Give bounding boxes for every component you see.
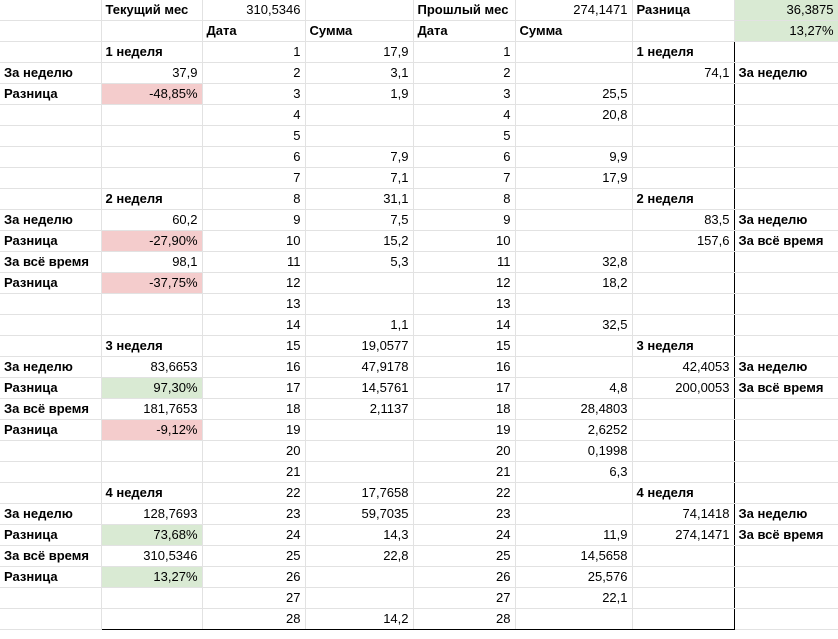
- sum-previous-cell[interactable]: [515, 210, 632, 231]
- date-current-cell[interactable]: 2: [202, 63, 305, 84]
- previous-value-cell[interactable]: [632, 315, 734, 336]
- table-row: [0, 567, 838, 588]
- sum-current-cell[interactable]: 1,1: [305, 315, 413, 336]
- row-label-cell[interactable]: Разница: [0, 525, 101, 546]
- row-label-previous-cell[interactable]: [734, 441, 838, 462]
- sum-current-cell[interactable]: 2,1137: [305, 399, 413, 420]
- date-current-cell[interactable]: 28: [202, 609, 305, 630]
- current-value-cell[interactable]: 310,5346: [101, 546, 202, 567]
- sum-column-header-prev[interactable]: Сумма: [515, 21, 632, 42]
- sum-current-cell[interactable]: [305, 294, 413, 315]
- previous-value-cell[interactable]: [632, 420, 734, 441]
- sum-current-cell[interactable]: [305, 588, 413, 609]
- sum-previous-cell[interactable]: 32,8: [515, 252, 632, 273]
- date-current-cell[interactable]: 22: [202, 483, 305, 504]
- previous-month-label[interactable]: Прошлый мес: [413, 0, 515, 21]
- current-value-cell[interactable]: 2 неделя: [101, 189, 202, 210]
- date-column-header-prev[interactable]: Дата: [413, 21, 515, 42]
- date-current-cell[interactable]: 6: [202, 147, 305, 168]
- current-value-cell[interactable]: -48,85%: [101, 84, 202, 105]
- row-label-previous-cell[interactable]: [734, 567, 838, 588]
- table-row: [0, 420, 838, 441]
- current-value-cell[interactable]: 128,7693: [101, 504, 202, 525]
- current-value-cell[interactable]: 98,1: [101, 252, 202, 273]
- sum-previous-cell[interactable]: [515, 483, 632, 504]
- date-previous-cell[interactable]: 16: [413, 357, 515, 378]
- row-label-cell[interactable]: [0, 315, 101, 336]
- current-value-cell[interactable]: -27,90%: [101, 231, 202, 252]
- date-current-cell[interactable]: 17: [202, 378, 305, 399]
- date-current-cell[interactable]: 3: [202, 84, 305, 105]
- sum-previous-cell[interactable]: 11,9: [515, 525, 632, 546]
- sum-previous-cell[interactable]: 25,576: [515, 567, 632, 588]
- row-label-cell[interactable]: Разница: [0, 420, 101, 441]
- row-label-cell[interactable]: [0, 588, 101, 609]
- current-value-cell[interactable]: [101, 126, 202, 147]
- table-row: [0, 147, 838, 168]
- row-label-previous-cell[interactable]: [734, 189, 838, 210]
- cell[interactable]: [101, 21, 202, 42]
- date-current-cell[interactable]: 27: [202, 588, 305, 609]
- sum-current-cell[interactable]: 5,3: [305, 252, 413, 273]
- sum-previous-cell[interactable]: [515, 609, 632, 630]
- current-value-cell[interactable]: [101, 441, 202, 462]
- row-label-previous-cell[interactable]: [734, 483, 838, 504]
- row-label-previous-cell[interactable]: За всё время: [734, 231, 838, 252]
- previous-value-cell[interactable]: [632, 294, 734, 315]
- current-value-cell[interactable]: [101, 462, 202, 483]
- sum-current-cell[interactable]: [305, 273, 413, 294]
- sum-previous-cell[interactable]: 14,5658: [515, 546, 632, 567]
- table-row: [0, 252, 838, 273]
- previous-value-cell[interactable]: [632, 168, 734, 189]
- date-current-cell[interactable]: 10: [202, 231, 305, 252]
- sum-previous-cell[interactable]: 9,9: [515, 147, 632, 168]
- row-label-cell[interactable]: [0, 483, 101, 504]
- table-row: [0, 525, 838, 546]
- table-row: [0, 357, 838, 378]
- previous-value-cell[interactable]: [632, 147, 734, 168]
- table-row: [0, 441, 838, 462]
- date-previous-cell[interactable]: 18: [413, 399, 515, 420]
- previous-value-cell[interactable]: [632, 546, 734, 567]
- date-previous-cell[interactable]: 15: [413, 336, 515, 357]
- date-previous-cell[interactable]: 2: [413, 63, 515, 84]
- row-label-previous-cell[interactable]: [734, 462, 838, 483]
- cell[interactable]: [305, 0, 413, 21]
- sum-current-cell[interactable]: 31,1: [305, 189, 413, 210]
- row-label-cell[interactable]: Разница: [0, 273, 101, 294]
- row-label-previous-cell[interactable]: [734, 609, 838, 630]
- row-label-previous-cell[interactable]: [734, 147, 838, 168]
- date-previous-cell[interactable]: 27: [413, 588, 515, 609]
- table-row: [0, 84, 838, 105]
- row-label-previous-cell[interactable]: За всё время: [734, 525, 838, 546]
- sum-current-cell[interactable]: 22,8: [305, 546, 413, 567]
- row-label-previous-cell[interactable]: [734, 42, 838, 63]
- date-current-cell[interactable]: 15: [202, 336, 305, 357]
- date-current-cell[interactable]: 23: [202, 504, 305, 525]
- current-value-cell[interactable]: 60,2: [101, 210, 202, 231]
- date-current-cell[interactable]: 1: [202, 42, 305, 63]
- previous-value-cell[interactable]: [632, 126, 734, 147]
- date-previous-cell[interactable]: 3: [413, 84, 515, 105]
- row-label-cell[interactable]: [0, 294, 101, 315]
- date-previous-cell[interactable]: 25: [413, 546, 515, 567]
- row-label-cell[interactable]: За неделю: [0, 210, 101, 231]
- current-value-cell[interactable]: [101, 147, 202, 168]
- current-value-cell[interactable]: [101, 294, 202, 315]
- row-label-previous-cell[interactable]: [734, 84, 838, 105]
- previous-value-cell[interactable]: [632, 105, 734, 126]
- table-row: [0, 210, 838, 231]
- sum-current-cell[interactable]: 15,2: [305, 231, 413, 252]
- sum-previous-cell[interactable]: [515, 504, 632, 525]
- row-label-previous-cell[interactable]: За всё время: [734, 378, 838, 399]
- row-label-cell[interactable]: [0, 126, 101, 147]
- row-label-previous-cell[interactable]: [734, 336, 838, 357]
- previous-value-cell[interactable]: 1 неделя: [632, 42, 734, 63]
- header-row-1: [0, 0, 838, 21]
- sum-current-cell[interactable]: [305, 105, 413, 126]
- table-row: [0, 546, 838, 567]
- previous-value-cell[interactable]: 2 неделя: [632, 189, 734, 210]
- row-label-previous-cell[interactable]: [734, 252, 838, 273]
- sum-previous-cell[interactable]: [515, 294, 632, 315]
- table-row: [0, 315, 838, 336]
- cell[interactable]: [0, 21, 101, 42]
- previous-value-cell[interactable]: 200,0053: [632, 378, 734, 399]
- table-row: [0, 273, 838, 294]
- previous-value-cell[interactable]: [632, 462, 734, 483]
- sum-current-cell[interactable]: 17,7658: [305, 483, 413, 504]
- previous-value-cell[interactable]: [632, 399, 734, 420]
- table-row: [0, 399, 838, 420]
- current-value-cell[interactable]: [101, 315, 202, 336]
- date-current-cell[interactable]: 14: [202, 315, 305, 336]
- date-previous-cell[interactable]: 14: [413, 315, 515, 336]
- current-value-cell[interactable]: 4 неделя: [101, 483, 202, 504]
- current-value-cell[interactable]: 13,27%: [101, 567, 202, 588]
- cell[interactable]: [0, 0, 101, 21]
- table-row: [0, 483, 838, 504]
- difference-label[interactable]: Разница: [632, 0, 734, 21]
- current-value-cell[interactable]: [101, 168, 202, 189]
- row-label-cell[interactable]: [0, 336, 101, 357]
- date-previous-cell[interactable]: 20: [413, 441, 515, 462]
- row-label-cell[interactable]: [0, 462, 101, 483]
- date-current-cell[interactable]: 11: [202, 252, 305, 273]
- sum-previous-cell[interactable]: 32,5: [515, 315, 632, 336]
- previous-value-cell[interactable]: [632, 567, 734, 588]
- row-label-cell[interactable]: Разница: [0, 84, 101, 105]
- current-value-cell[interactable]: 3 неделя: [101, 336, 202, 357]
- date-previous-cell[interactable]: 7: [413, 168, 515, 189]
- sum-previous-cell[interactable]: 28,4803: [515, 399, 632, 420]
- sum-previous-cell[interactable]: [515, 63, 632, 84]
- row-label-cell[interactable]: За всё время: [0, 252, 101, 273]
- sum-column-header[interactable]: Сумма: [305, 21, 413, 42]
- row-label-previous-cell[interactable]: За неделю: [734, 504, 838, 525]
- row-label-cell[interactable]: Разница: [0, 231, 101, 252]
- date-previous-cell[interactable]: 10: [413, 231, 515, 252]
- table-row: [0, 63, 838, 84]
- sum-current-cell[interactable]: [305, 462, 413, 483]
- previous-month-value[interactable]: 274,1471: [515, 0, 632, 21]
- table-row: [0, 378, 838, 399]
- row-label-cell[interactable]: [0, 441, 101, 462]
- row-label-cell[interactable]: [0, 609, 101, 630]
- row-label-cell[interactable]: За всё время: [0, 546, 101, 567]
- date-current-cell[interactable]: 7: [202, 168, 305, 189]
- current-month-label[interactable]: Текущий мес: [101, 0, 202, 21]
- row-label-previous-cell[interactable]: [734, 168, 838, 189]
- previous-value-cell[interactable]: 74,1: [632, 63, 734, 84]
- date-current-cell[interactable]: 13: [202, 294, 305, 315]
- date-previous-cell[interactable]: 13: [413, 294, 515, 315]
- sum-current-cell[interactable]: 19,0577: [305, 336, 413, 357]
- date-previous-cell[interactable]: 5: [413, 126, 515, 147]
- current-value-cell[interactable]: 181,7653: [101, 399, 202, 420]
- table-row: [0, 609, 838, 630]
- current-value-cell[interactable]: 37,9: [101, 63, 202, 84]
- table-row: [0, 336, 838, 357]
- current-value-cell[interactable]: [101, 609, 202, 630]
- sum-previous-cell[interactable]: 6,3: [515, 462, 632, 483]
- date-previous-cell[interactable]: 6: [413, 147, 515, 168]
- previous-value-cell[interactable]: [632, 252, 734, 273]
- current-value-cell[interactable]: 1 неделя: [101, 42, 202, 63]
- date-current-cell[interactable]: 8: [202, 189, 305, 210]
- date-current-cell[interactable]: 18: [202, 399, 305, 420]
- sum-previous-cell[interactable]: 2,6252: [515, 420, 632, 441]
- date-current-cell[interactable]: 16: [202, 357, 305, 378]
- table-row: [0, 462, 838, 483]
- current-value-cell[interactable]: [101, 588, 202, 609]
- sum-previous-cell[interactable]: 20,8: [515, 105, 632, 126]
- sum-current-cell[interactable]: [305, 441, 413, 462]
- current-value-cell[interactable]: 97,30%: [101, 378, 202, 399]
- sum-current-cell[interactable]: 1,9: [305, 84, 413, 105]
- row-label-cell[interactable]: [0, 189, 101, 210]
- sum-previous-cell[interactable]: 17,9: [515, 168, 632, 189]
- table-row: [0, 504, 838, 525]
- previous-value-cell[interactable]: [632, 441, 734, 462]
- sum-current-cell[interactable]: 7,1: [305, 168, 413, 189]
- row-label-cell[interactable]: [0, 147, 101, 168]
- sum-previous-cell[interactable]: [515, 231, 632, 252]
- sum-previous-cell[interactable]: 25,5: [515, 84, 632, 105]
- difference-percent[interactable]: 13,27%: [734, 21, 838, 42]
- current-value-cell[interactable]: -9,12%: [101, 420, 202, 441]
- row-label-cell[interactable]: [0, 105, 101, 126]
- date-previous-cell[interactable]: 22: [413, 483, 515, 504]
- date-previous-cell[interactable]: 9: [413, 210, 515, 231]
- table-row: [0, 588, 838, 609]
- previous-value-cell[interactable]: 157,6: [632, 231, 734, 252]
- sum-previous-cell[interactable]: 18,2: [515, 273, 632, 294]
- sum-previous-cell[interactable]: [515, 357, 632, 378]
- date-current-cell[interactable]: 12: [202, 273, 305, 294]
- header-row-2: [0, 21, 838, 42]
- row-label-previous-cell[interactable]: [734, 315, 838, 336]
- previous-value-cell[interactable]: 274,1471: [632, 525, 734, 546]
- date-previous-cell[interactable]: 1: [413, 42, 515, 63]
- row-label-previous-cell[interactable]: [734, 126, 838, 147]
- sum-previous-cell[interactable]: [515, 336, 632, 357]
- date-current-cell[interactable]: 26: [202, 567, 305, 588]
- date-previous-cell[interactable]: 4: [413, 105, 515, 126]
- date-current-cell[interactable]: 19: [202, 420, 305, 441]
- table-row: [0, 231, 838, 252]
- row-label-cell[interactable]: За всё время: [0, 399, 101, 420]
- current-value-cell[interactable]: [101, 105, 202, 126]
- sum-current-cell[interactable]: 59,7035: [305, 504, 413, 525]
- sum-current-cell[interactable]: 14,3: [305, 525, 413, 546]
- date-current-cell[interactable]: 20: [202, 441, 305, 462]
- previous-value-cell[interactable]: 83,5: [632, 210, 734, 231]
- sum-current-cell[interactable]: 14,2: [305, 609, 413, 630]
- date-previous-cell[interactable]: 24: [413, 525, 515, 546]
- sum-current-cell[interactable]: 17,9: [305, 42, 413, 63]
- previous-value-cell[interactable]: [632, 588, 734, 609]
- table-row: [0, 126, 838, 147]
- date-current-cell[interactable]: 9: [202, 210, 305, 231]
- date-previous-cell[interactable]: 26: [413, 567, 515, 588]
- sum-current-cell[interactable]: [305, 126, 413, 147]
- sum-previous-cell[interactable]: [515, 42, 632, 63]
- date-current-cell[interactable]: 25: [202, 546, 305, 567]
- row-label-cell[interactable]: За неделю: [0, 504, 101, 525]
- row-label-cell[interactable]: Разница: [0, 567, 101, 588]
- previous-value-cell[interactable]: [632, 84, 734, 105]
- current-month-value[interactable]: 310,5346: [202, 0, 305, 21]
- row-label-cell[interactable]: [0, 168, 101, 189]
- date-previous-cell[interactable]: 11: [413, 252, 515, 273]
- date-current-cell[interactable]: 5: [202, 126, 305, 147]
- date-current-cell[interactable]: 24: [202, 525, 305, 546]
- date-previous-cell[interactable]: 19: [413, 420, 515, 441]
- row-label-previous-cell[interactable]: [734, 294, 838, 315]
- date-previous-cell[interactable]: 28: [413, 609, 515, 630]
- row-label-previous-cell[interactable]: За неделю: [734, 63, 838, 84]
- row-label-previous-cell[interactable]: За неделю: [734, 210, 838, 231]
- row-label-previous-cell[interactable]: [734, 588, 838, 609]
- sum-current-cell[interactable]: 14,5761: [305, 378, 413, 399]
- row-label-cell[interactable]: За неделю: [0, 63, 101, 84]
- date-column-header[interactable]: Дата: [202, 21, 305, 42]
- previous-value-cell[interactable]: 3 неделя: [632, 336, 734, 357]
- table-row: [0, 105, 838, 126]
- row-label-previous-cell[interactable]: За неделю: [734, 357, 838, 378]
- sum-current-cell[interactable]: 3,1: [305, 63, 413, 84]
- previous-value-cell[interactable]: [632, 609, 734, 630]
- previous-value-cell[interactable]: 4 неделя: [632, 483, 734, 504]
- row-label-cell[interactable]: Разница: [0, 378, 101, 399]
- table-row: [0, 294, 838, 315]
- difference-value[interactable]: 36,3875: [734, 0, 838, 21]
- sum-previous-cell[interactable]: 22,1: [515, 588, 632, 609]
- current-value-cell[interactable]: 73,68%: [101, 525, 202, 546]
- date-previous-cell[interactable]: 17: [413, 378, 515, 399]
- date-current-cell[interactable]: 21: [202, 462, 305, 483]
- current-value-cell[interactable]: -37,75%: [101, 273, 202, 294]
- date-previous-cell[interactable]: 21: [413, 462, 515, 483]
- row-label-previous-cell[interactable]: [734, 420, 838, 441]
- row-label-cell[interactable]: За неделю: [0, 357, 101, 378]
- sum-previous-cell[interactable]: 0,1998: [515, 441, 632, 462]
- previous-value-cell[interactable]: [632, 273, 734, 294]
- cell[interactable]: [632, 21, 734, 42]
- table-row: [0, 168, 838, 189]
- sum-previous-cell[interactable]: [515, 126, 632, 147]
- sum-current-cell[interactable]: 47,9178: [305, 357, 413, 378]
- date-previous-cell[interactable]: 23: [413, 504, 515, 525]
- date-current-cell[interactable]: 4: [202, 105, 305, 126]
- row-label-previous-cell[interactable]: [734, 399, 838, 420]
- row-label-previous-cell[interactable]: [734, 105, 838, 126]
- sum-current-cell[interactable]: 7,9: [305, 147, 413, 168]
- row-label-previous-cell[interactable]: [734, 546, 838, 567]
- sum-previous-cell[interactable]: [515, 189, 632, 210]
- row-label-cell[interactable]: [0, 42, 101, 63]
- sum-current-cell[interactable]: 7,5: [305, 210, 413, 231]
- date-previous-cell[interactable]: 12: [413, 273, 515, 294]
- previous-value-cell[interactable]: 74,1418: [632, 504, 734, 525]
- table-row: [0, 42, 838, 63]
- sum-previous-cell[interactable]: 4,8: [515, 378, 632, 399]
- sum-current-cell[interactable]: [305, 420, 413, 441]
- sum-current-cell[interactable]: [305, 567, 413, 588]
- row-label-previous-cell[interactable]: [734, 273, 838, 294]
- previous-value-cell[interactable]: 42,4053: [632, 357, 734, 378]
- current-value-cell[interactable]: 83,6653: [101, 357, 202, 378]
- table-row: [0, 189, 838, 210]
- date-previous-cell[interactable]: 8: [413, 189, 515, 210]
